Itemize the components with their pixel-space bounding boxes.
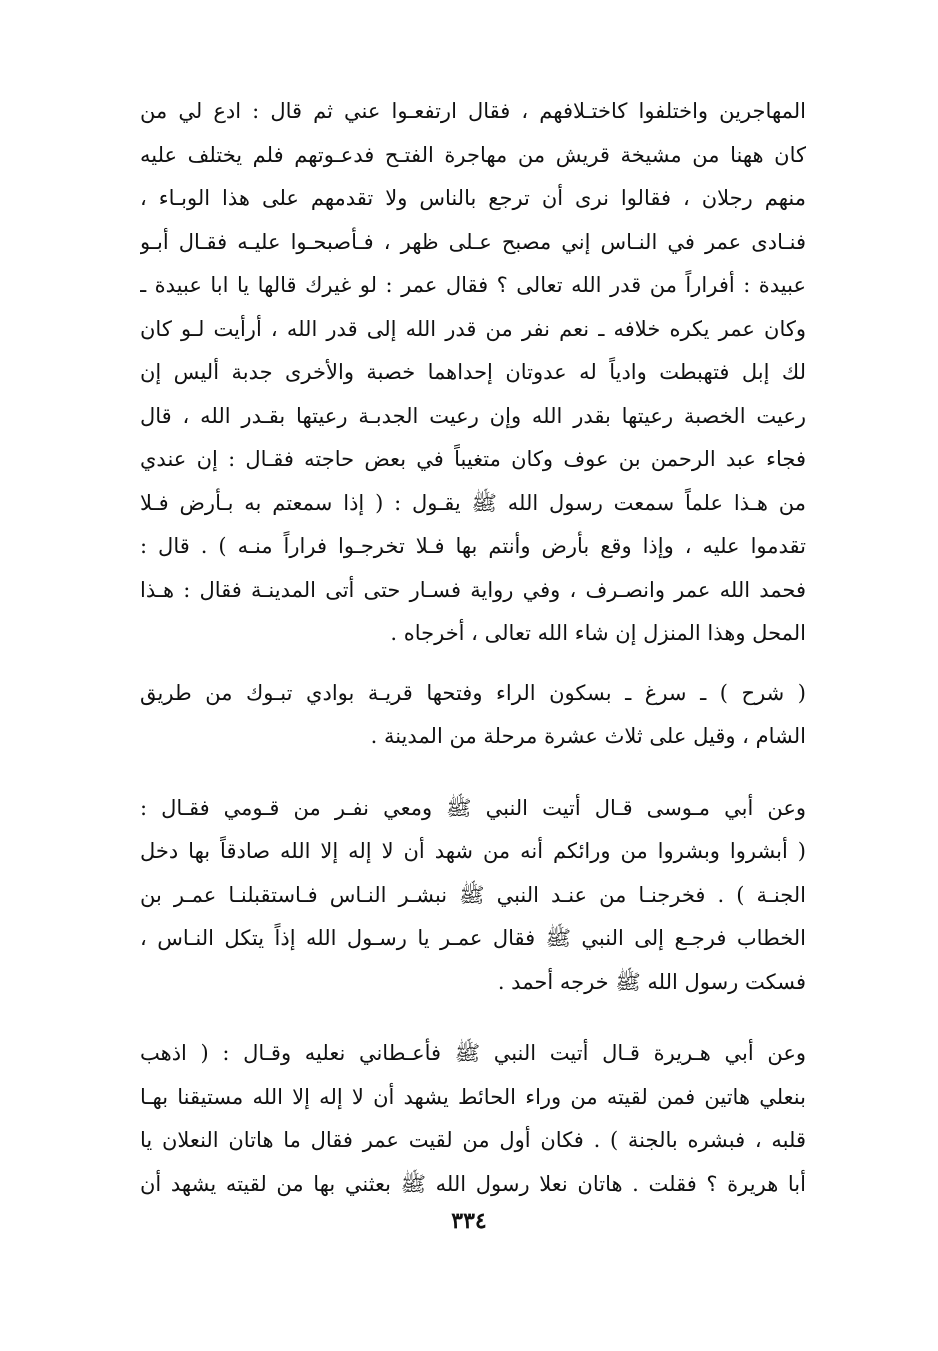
text-line: الخطاب فرجـع إلى النبي ﷺ فقال عمـر يا رسـول الله إذاً يتكل النـاس ،	[140, 926, 806, 950]
paragraph-commentary	[140, 672, 806, 759]
text-line: المحل وهذا المنزل إن شاء الله تعالى ، أخرجاه .	[390, 621, 806, 645]
text-line: الشام ، وقيل على ثلاث عشرة مرحلة من المدينة .	[370, 724, 806, 748]
paragraph-umar-plague	[140, 90, 806, 656]
text-line: وعن أبي مـوسى قـال أتيت النبي ﷺ ومعي نفـر من قـومي فقـال :	[140, 795, 806, 820]
text-line: الجنـة ) . فخرجنـا من عنـد النبي ﷺ نبشـر النـاس فـاستقبلنـا عمـر بن	[140, 882, 806, 907]
text-line: المهاجرين واختلفوا كاختـلافهم ، فقال ارتفعـوا عني ثم قال : ادع لي من	[140, 99, 806, 123]
text-line: وعن أبي هـريرة قـال أتيت النبي ﷺ فأعـطاني نعليه وقـال : ( اذهب	[140, 1041, 806, 1065]
text-line: من هـذا علماً سمعت رسول الله ﷺ يقـول : ( إذا سمعتم به بـأرض فـلا	[140, 490, 806, 515]
text-line: فحمد الله عمر وانصـرف ، وفي رواية فسـار حتى أتى المدينـة فقال : هـذا	[140, 577, 806, 602]
text-line: أبا هريرة ؟ فقلت . هاتان نعلا رسول الله ﷺ بعثني بها من لقيته يشهد أن	[140, 1171, 806, 1196]
text-line: كان ههنا من مشيخة قريش من مهاجرة الفتـح فدعـوتهم فلم يختلف عليه	[140, 142, 806, 167]
text-line: ( أبشروا وبشروا من ورائكم أنه من شهد أن لا إله إلا الله صادقاً بها دخل	[140, 839, 806, 863]
text-line: منهم رجلان ، فقالوا نرى أن ترجع بالناس ولا تقدمهم على هذا الوبـاء ،	[140, 186, 806, 210]
paragraph-abu-hurayra	[140, 1032, 806, 1206]
text-line: قلبه ، فبشره بالجنة ) . فكان أول من لقيت عمر فقال ما هاتان النعلان يا	[140, 1128, 806, 1152]
text-line: فنـادى عمر في النـاس إني مصبح عـلى ظهر ، فـأصبحـوا عليـه فقـال أبـو	[140, 229, 806, 254]
text-line: وكان عمر يكره خلافه ـ نعم نفر من قدر الله إلى قدر الله ، أرأيت لـو كان	[140, 316, 806, 341]
text-line: بنعلي هاتين فمن لقيته من وراء الحائط يشهد أن لا إله إلا الله مستيقنا بهـا	[140, 1084, 806, 1109]
text-line: فسكت رسول الله ﷺ خرجه أحمد .	[497, 969, 806, 994]
text-line: عبيدة : أفراراً من قدر الله تعالى ؟ فقال عمر : لو غيرك قالها يا ابا عبيدة ـ	[140, 273, 806, 297]
text-line: ( شرح ) ـ سرغ ـ بسكون الراء وفتحها قريـة بوادي تبـوك من طريق	[140, 680, 806, 705]
text-line: لك إبل فتهبطت وادياً له عدوتان إحداهما خصبة والأخرى جدبة أليس إن	[140, 360, 806, 384]
page-number: ٣٣٤	[451, 1208, 487, 1234]
text-line: رعيت الخصبة رعيتها بقدر الله وإن رعيت الجدبـة رعيتها بقـدر الله ، قال	[140, 403, 806, 428]
text-line: فجاء عبد الرحمن بن عوف وكان متغيباً في بعض حاجته فقـال : إن عندي	[140, 447, 806, 471]
text-line: تقدموا عليه ، وإذا وقع بأرض وأنتم بها فـلا تخرجـوا فراراً منـه ) . قال :	[140, 534, 806, 558]
paragraph-abu-musa	[140, 787, 806, 1005]
